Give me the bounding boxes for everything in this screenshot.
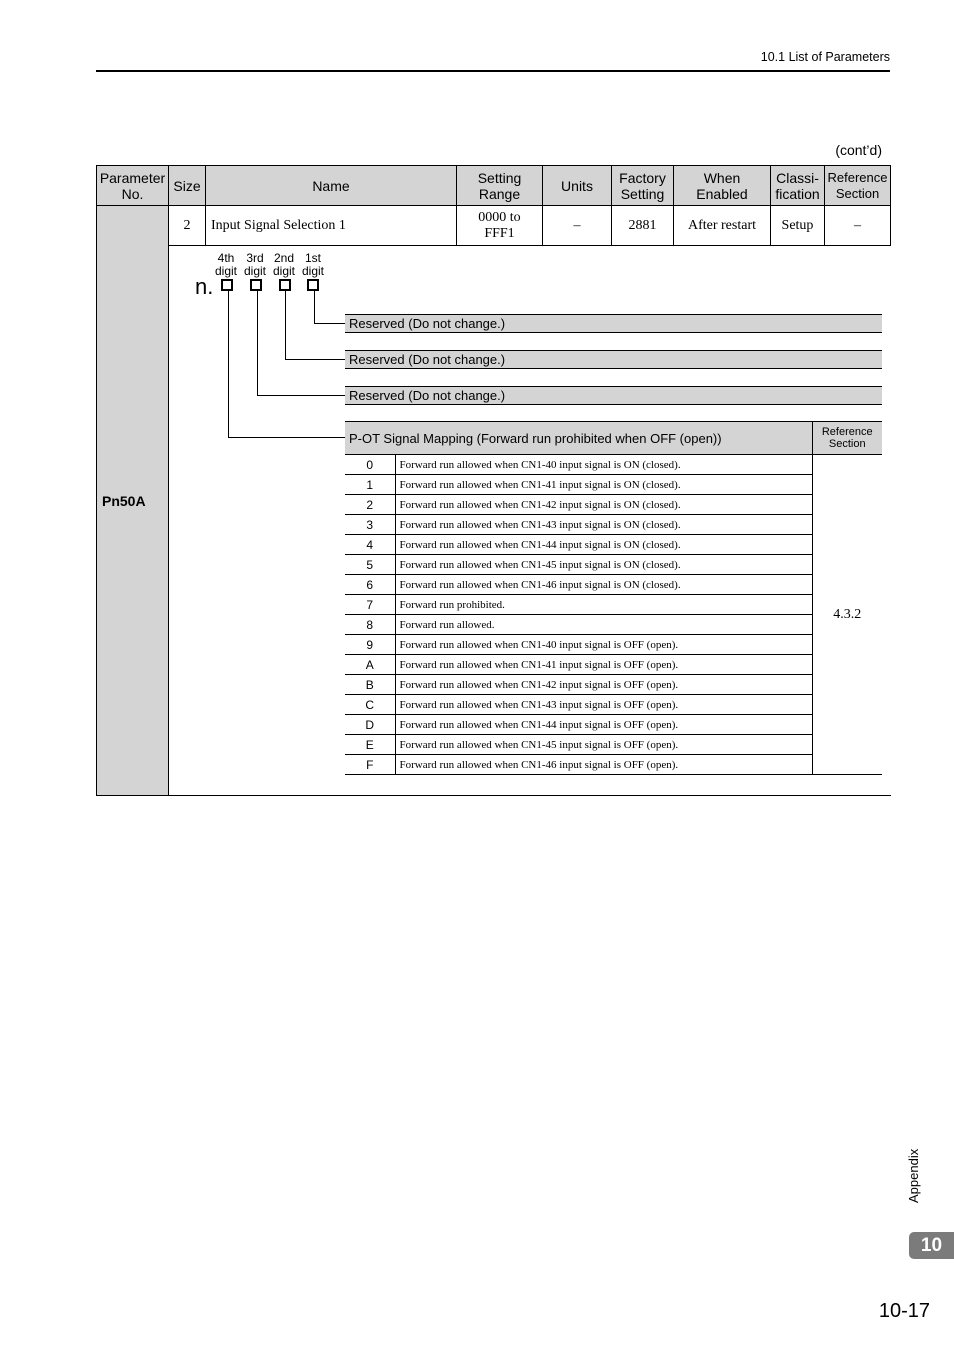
appendix-tab-label: Appendix [906,1148,921,1203]
option-row [345,715,882,735]
connector-1st-h [314,323,345,324]
connector-4th [228,291,229,437]
reserved-bar-3rd: Reserved (Do not change.) [345,386,882,405]
option-code: 2 [345,495,395,515]
classification-value: Setup [771,206,825,246]
option-description: Forward run allowed when CN1-44 input signal is ON (closed). [395,535,812,555]
option-description: Forward run allowed when CN1-41 input signal is OFF (open). [395,655,812,675]
connector-4th-h [228,437,345,438]
option-row [345,755,882,775]
option-row [345,555,882,575]
option-code: A [345,655,395,675]
option-code: 8 [345,615,395,635]
reference-value: – [825,206,891,246]
option-code: 1 [345,475,395,495]
option-code: 9 [345,635,395,655]
option-row [345,495,882,515]
option-row [345,475,882,495]
connector-3rd-h [257,395,345,396]
digit-box-4th [221,279,233,291]
running-header: 10.1 List of Parameters [760,50,890,64]
option-code: 0 [345,455,395,475]
option-code: 3 [345,515,395,535]
digit-label-4th: 4th digit [214,251,237,278]
options-title: P-OT Signal Mapping (Forward run prohibited when OFF (open)) [345,422,812,455]
option-code: 6 [345,575,395,595]
option-row [345,675,882,695]
header-when-enabled: When Enabled [674,166,771,206]
option-code: 4 [345,535,395,555]
option-code: D [345,715,395,735]
option-row [345,535,882,555]
when-enabled-value: After restart [674,206,771,246]
option-description: Forward run allowed when CN1-45 input signal is ON (closed). [395,555,812,575]
header-classification: Classi- fication [771,166,825,206]
option-row [345,615,882,635]
options-ref-header: Reference Section [812,422,882,455]
options-header-row [345,422,882,455]
option-reference-section: 4.3.2 [812,455,882,775]
options-table [345,421,882,775]
option-code: F [345,755,395,775]
option-description: Forward run allowed when CN1-43 input signal is OFF (open). [395,695,812,715]
option-row [345,455,882,475]
option-description: Forward run allowed when CN1-41 input signal is ON (closed). [395,475,812,495]
option-code: 5 [345,555,395,575]
option-row [345,695,882,715]
header-name: Name [206,166,457,206]
name-value: Input Signal Selection 1 [206,206,457,246]
option-description: Forward run prohibited. [395,595,812,615]
option-code: C [345,695,395,715]
option-description: Forward run allowed when CN1-40 input signal is ON (closed). [395,455,812,475]
reserved-bar-2nd: Reserved (Do not change.) [345,350,882,369]
connector-1st [314,291,315,323]
reserved-bar-1st: Reserved (Do not change.) [345,314,882,333]
digit-label-1st: 1st digit [301,251,324,278]
setting-range-value: 0000 to FFF1 [457,206,543,246]
header-reference-section: Reference Section [825,166,891,206]
chapter-tab: 10 [909,1232,954,1259]
digit-label-3rd: 3rd digit [243,251,266,278]
option-code: E [345,735,395,755]
option-row [345,515,882,535]
option-description: Forward run allowed when CN1-43 input signal is ON (closed). [395,515,812,535]
header-size: Size [169,166,206,206]
option-description: Forward run allowed when CN1-40 input signal is OFF (open). [395,635,812,655]
connector-2nd-h [285,359,345,360]
connector-2nd [285,291,286,359]
digit-label-2nd: 2nd digit [272,251,295,278]
header-parameter-no: Parameter No. [97,166,169,206]
digit-box-1st [307,279,319,291]
header-rule [96,70,890,72]
table-header-row [97,166,891,206]
digit-box-3rd [250,279,262,291]
size-value: 2 [169,206,206,246]
option-description: Forward run allowed when CN1-46 input signal is OFF (open). [395,755,812,775]
option-description: Forward run allowed when CN1-44 input signal is OFF (open). [395,715,812,735]
option-row [345,595,882,615]
option-description: Forward run allowed when CN1-45 input signal is OFF (open). [395,735,812,755]
n-prefix: n. [195,274,214,299]
option-code: B [345,675,395,695]
option-row [345,635,882,655]
option-description: Forward run allowed when CN1-42 input signal is OFF (open). [395,675,812,695]
option-description: Forward run allowed. [395,615,812,635]
connector-3rd [257,291,258,395]
digit-box-2nd [279,279,291,291]
header-setting-range: Setting Range [457,166,543,206]
option-row [345,735,882,755]
parameter-number: Pn50A [97,206,169,796]
header-factory-setting: Factory Setting [612,166,674,206]
option-row [345,575,882,595]
units-value: – [543,206,612,246]
option-description: Forward run allowed when CN1-46 input signal is ON (closed). [395,575,812,595]
option-row [345,655,882,675]
factory-setting-value: 2881 [612,206,674,246]
header-units: Units [543,166,612,206]
option-description: Forward run allowed when CN1-42 input signal is ON (closed). [395,495,812,515]
page-number: 10-17 [878,1300,930,1322]
table-row [97,206,891,246]
option-code: 7 [345,595,395,615]
continued-label: (cont’d) [835,142,882,158]
